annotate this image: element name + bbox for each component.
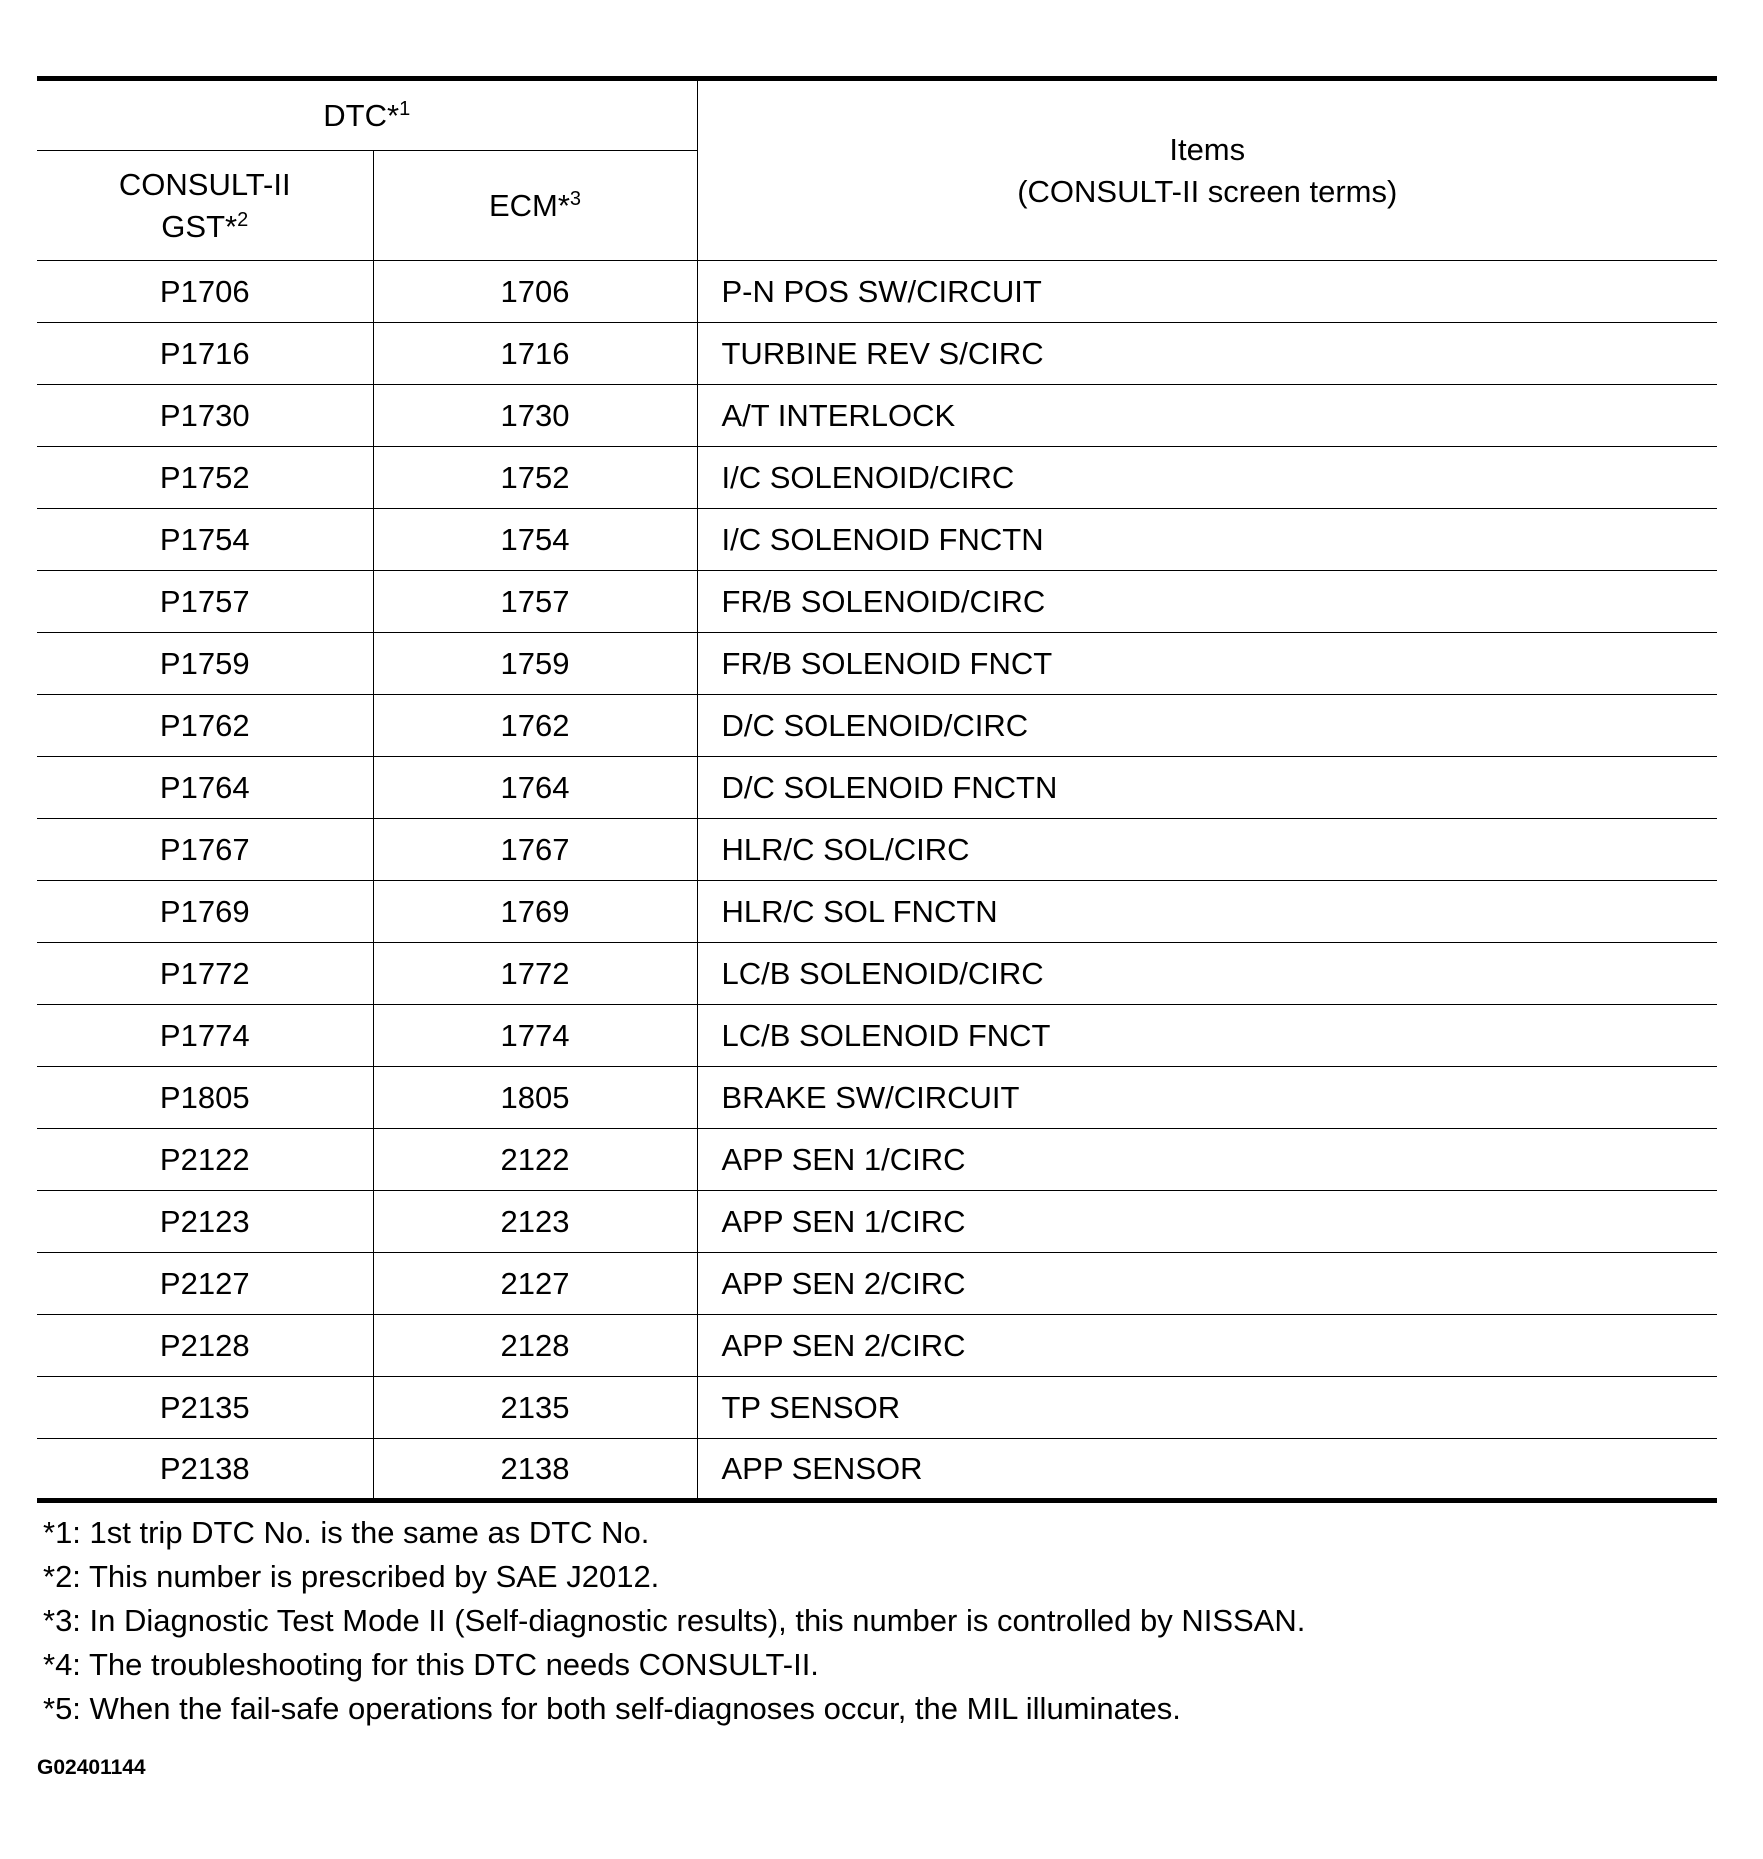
item-name-cell: APP SEN 2/CIRC — [697, 1253, 1717, 1315]
item-name-cell: LC/B SOLENOID/CIRC — [697, 943, 1717, 1005]
footnote: *3: In Diagnostic Test Mode II (Self-diagnostic results), this number is controlled by NISSAN. — [43, 1603, 1306, 1638]
gst-code-cell: P1762 — [37, 695, 373, 757]
table-row — [37, 1253, 1717, 1315]
gst-code-cell: P2123 — [37, 1191, 373, 1253]
item-name-cell: I/C SOLENOID FNCTN — [697, 509, 1717, 571]
gst-code-cell: P2127 — [37, 1253, 373, 1315]
dtc-document — [37, 76, 1717, 1731]
gst-code-cell: P1805 — [37, 1067, 373, 1129]
item-name-cell: P-N POS SW/CIRCUIT — [697, 261, 1717, 323]
gst-code-cell: P1757 — [37, 571, 373, 633]
table-row — [37, 1129, 1717, 1191]
gst-code-cell: P2135 — [37, 1377, 373, 1439]
table-row — [37, 1191, 1717, 1253]
item-name-cell: A/T INTERLOCK — [697, 385, 1717, 447]
items-header-subtitle: (CONSULT-II screen terms) — [1017, 173, 1398, 209]
table-row — [37, 1439, 1717, 1501]
ecm-code-cell: 1752 — [373, 447, 697, 509]
ecm-code-cell: 1754 — [373, 509, 697, 571]
ecm-header: ECM*$^3$ — [373, 151, 697, 261]
gst-code-cell: P2128 — [37, 1315, 373, 1377]
ecm-code-cell: 2138 — [373, 1439, 697, 1501]
ecm-code-cell: 2123 — [373, 1191, 697, 1253]
gst-code-cell: P1774 — [37, 1005, 373, 1067]
gst-code-cell: P2138 — [37, 1439, 373, 1501]
ecm-code-cell: 1757 — [373, 571, 697, 633]
gst-code-cell: P1764 — [37, 757, 373, 819]
table-row — [37, 571, 1717, 633]
gst-code-cell: P1769 — [37, 881, 373, 943]
gst-code-cell: P1716 — [37, 323, 373, 385]
table-row — [37, 695, 1717, 757]
gst-code-cell: P1706 — [37, 261, 373, 323]
table-row — [37, 633, 1717, 695]
item-name-cell: HLR/C SOL/CIRC — [697, 819, 1717, 881]
figure-id: G02401144 — [37, 1756, 146, 1779]
item-name-cell: BRAKE SW/CIRCUIT — [697, 1067, 1717, 1129]
ecm-code-cell: 1774 — [373, 1005, 697, 1067]
header-row-dtc — [37, 79, 1717, 151]
table-row — [37, 1067, 1717, 1129]
footnote: *5: When the fail-safe operations for both self-diagnoses occur, the MIL illuminates. — [43, 1691, 1181, 1726]
ecm-code-cell: 2122 — [373, 1129, 697, 1191]
ecm-code-cell: 2135 — [373, 1377, 697, 1439]
consult-gst-header — [37, 151, 373, 261]
footnote: *2: This number is prescribed by SAE J2012. — [43, 1559, 660, 1594]
item-name-cell: FR/B SOLENOID/CIRC — [697, 571, 1717, 633]
footnote: *4: The troubleshooting for this DTC needs CONSULT-II. — [43, 1647, 819, 1682]
ecm-code-cell: 2127 — [373, 1253, 697, 1315]
table-row — [37, 881, 1717, 943]
item-name-cell: LC/B SOLENOID FNCT — [697, 1005, 1717, 1067]
items-header — [697, 79, 1717, 261]
gst-header-line: GST*$^2$ — [161, 208, 249, 244]
ecm-code-cell: 1716 — [373, 323, 697, 385]
dtc-header: DTC*$^1$ — [37, 79, 697, 151]
table-row — [37, 943, 1717, 1005]
ecm-code-cell: 1762 — [373, 695, 697, 757]
gst-code-cell: P1730 — [37, 385, 373, 447]
table-row — [37, 1315, 1717, 1377]
item-name-cell: APP SEN 1/CIRC — [697, 1129, 1717, 1191]
item-name-cell: TP SENSOR — [697, 1377, 1717, 1439]
item-name-cell: APP SEN 1/CIRC — [697, 1191, 1717, 1253]
ecm-code-cell: 1759 — [373, 633, 697, 695]
table-row — [37, 509, 1717, 571]
ecm-code-cell: 1730 — [373, 385, 697, 447]
table-row — [37, 1377, 1717, 1439]
items-header-title: Items — [1169, 131, 1246, 167]
gst-code-cell: P1754 — [37, 509, 373, 571]
table-row — [37, 261, 1717, 323]
gst-code-cell: P1759 — [37, 633, 373, 695]
table-row — [37, 385, 1717, 447]
table-row — [37, 757, 1717, 819]
item-name-cell: D/C SOLENOID/CIRC — [697, 695, 1717, 757]
item-name-cell: FR/B SOLENOID FNCT — [697, 633, 1717, 695]
item-name-cell: TURBINE REV S/CIRC — [697, 323, 1717, 385]
item-name-cell: APP SENSOR — [697, 1439, 1717, 1501]
item-name-cell: I/C SOLENOID/CIRC — [697, 447, 1717, 509]
dtc-table — [37, 76, 1717, 1503]
ecm-code-cell: 2128 — [373, 1315, 697, 1377]
footnotes — [37, 1511, 1717, 1731]
gst-code-cell: P1772 — [37, 943, 373, 1005]
item-name-cell: D/C SOLENOID FNCTN — [697, 757, 1717, 819]
ecm-code-cell: 1772 — [373, 943, 697, 1005]
ecm-code-cell: 1769 — [373, 881, 697, 943]
gst-code-cell: P1767 — [37, 819, 373, 881]
gst-code-cell: P2122 — [37, 1129, 373, 1191]
table-row — [37, 323, 1717, 385]
ecm-code-cell: 1764 — [373, 757, 697, 819]
table-row — [37, 819, 1717, 881]
ecm-code-cell: 1805 — [373, 1067, 697, 1129]
ecm-code-cell: 1767 — [373, 819, 697, 881]
footnote: *1: 1st trip DTC No. is the same as DTC No. — [43, 1515, 650, 1550]
item-name-cell: HLR/C SOL FNCTN — [697, 881, 1717, 943]
consult-header-line: CONSULT-II — [118, 166, 291, 202]
item-name-cell: APP SEN 2/CIRC — [697, 1315, 1717, 1377]
table-row — [37, 447, 1717, 509]
ecm-code-cell: 1706 — [373, 261, 697, 323]
gst-code-cell: P1752 — [37, 447, 373, 509]
table-row — [37, 1005, 1717, 1067]
